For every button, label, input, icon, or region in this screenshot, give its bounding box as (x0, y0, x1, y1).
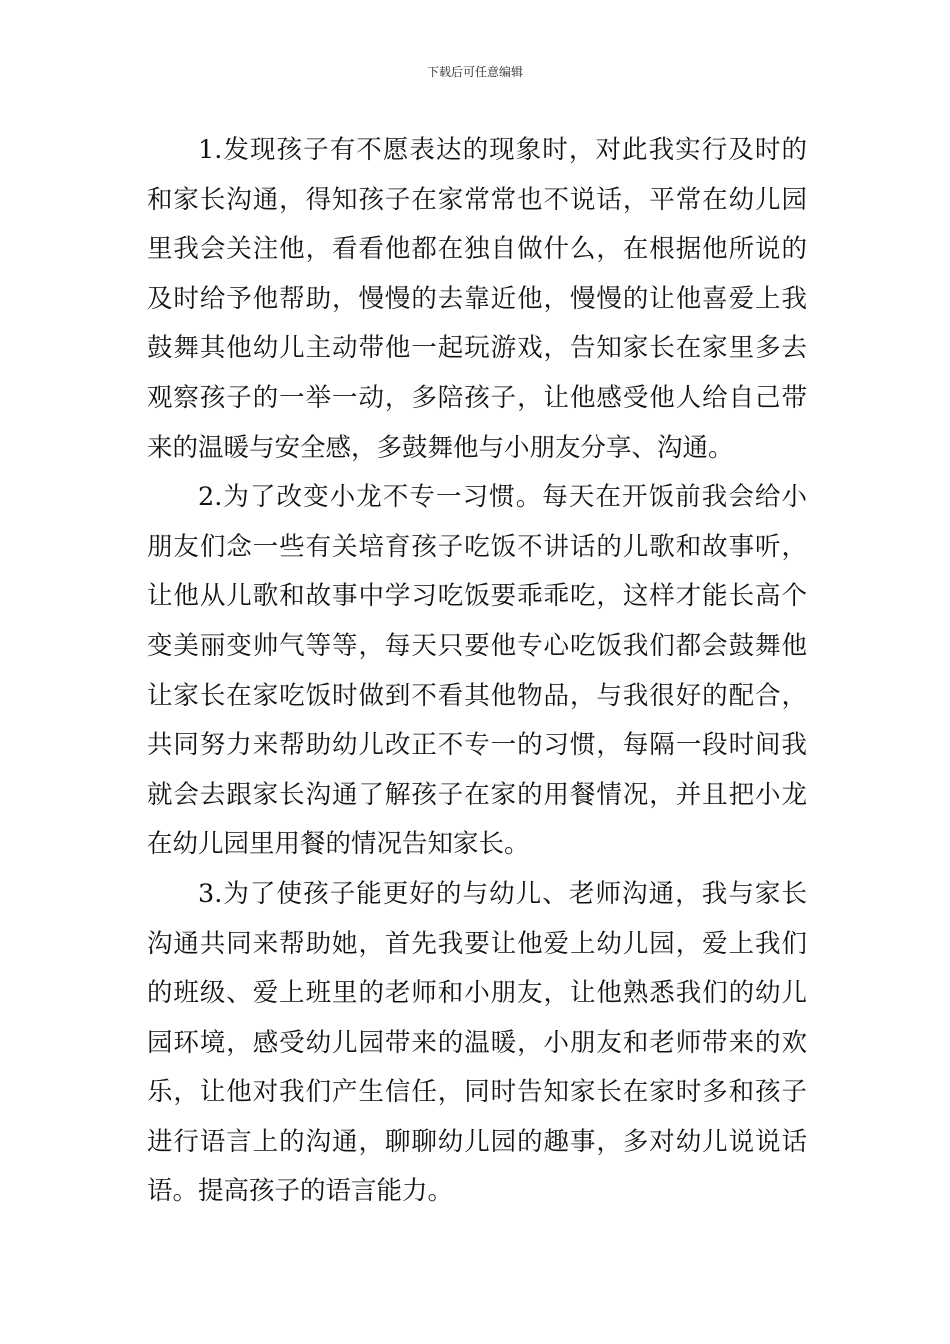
paragraph-3: 3.为了使孩子能更好的与幼儿、老师沟通，我与家长沟通共同来帮助她，首先我要让他爱上幼儿园，爱上我们的班级、爱上班里的老师和小朋友，让他熟悉我们的幼儿园环境，感受幼儿园带来的温暖，小朋友和老师带来的欢乐，让他对我们产生信任，同时告知家长在家时多和孩子进行语言上的沟通，聊聊幼儿园的趣事，多对幼儿说说话语。提高孩子的语言能力。 (147, 878, 807, 1207)
page-header: 下载后可任意编辑 (426, 65, 523, 79)
paragraph-1: 1.发现孩子有不愿表达的现象时，对此我实行及时的和家长沟通，得知孩子在家常常也不说话，平常在幼儿园里我会关注他，看看他都在独自做什么，在根据他所说的及时给予他帮助，慢慢的去靠近他，慢慢的让他喜爱上我鼓舞其他幼儿主动带他一起玩游戏，告知家长在家里多去观察孩子的一举一动，多陪孩子，让他感受他人给自己带来的温暖与安全感，多鼓舞他与小朋友分享、沟通。 (147, 135, 807, 463)
paragraph-2: 2.为了改变小龙不专一习惯。每天在开饭前我会给小朋友们念一些有关培育孩子吃饭不讲话的儿歌和故事听，让他从儿歌和故事中学习吃饭要乖乖吃，这样才能长高个变美丽变帅气等等，每天只要他专心吃饭我们都会鼓舞他让家长在家吃饭时做到不看其他物品，与我很好的配合，共同努力来帮助幼儿改正不专一的习惯，每隔一段时间我就会去跟家长沟通了解孩子在家的用餐情况，并且把小龙在幼儿园里用餐的情况告知家长。 (147, 482, 807, 860)
document-body (147, 126, 807, 1217)
